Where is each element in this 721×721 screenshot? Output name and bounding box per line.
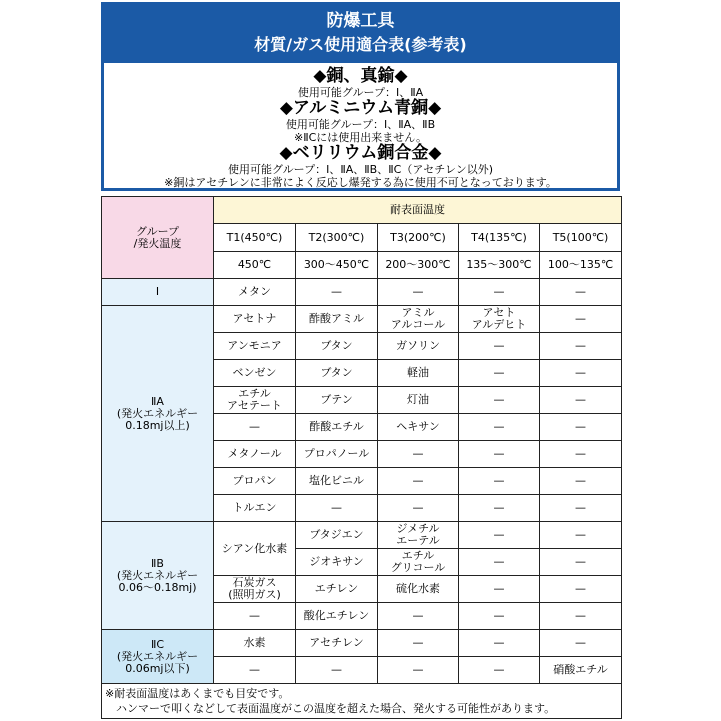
gas-cell: 硫化水素	[378, 576, 459, 603]
group-header: グループ /発火温度	[102, 197, 214, 279]
gas-cell: —	[459, 360, 540, 387]
gas-cell: —	[540, 387, 622, 414]
gas-cell: —	[459, 333, 540, 360]
group-cell: ⅡC (発火エネルギー 0.06mj以下)	[102, 630, 214, 684]
gas-cell: エチル グリコール	[378, 549, 459, 576]
temp-range-header: 100～135℃	[540, 252, 622, 279]
title-banner	[104, 5, 617, 63]
group-cell: Ⅰ	[102, 279, 214, 306]
temp-range-header: 135～300℃	[459, 252, 540, 279]
temp-class-header: T5(100℃)	[540, 224, 622, 252]
gas-cell: プロパン	[214, 468, 296, 495]
material-name: ◆ベリリウム銅合金◆	[279, 143, 442, 163]
gas-cell: ベンゼン	[214, 360, 296, 387]
gas-cell: —	[540, 522, 622, 549]
gas-cell: —	[459, 495, 540, 522]
gas-cell: —	[214, 657, 296, 684]
gas-cell: メタン	[214, 279, 296, 306]
gas-cell: —	[459, 576, 540, 603]
gas-cell: ブテン	[296, 387, 378, 414]
gas-cell: ブタン	[296, 333, 378, 360]
temp-class-header: T4(135℃)	[459, 224, 540, 252]
gas-cell: —	[540, 576, 622, 603]
material-panel	[101, 2, 620, 191]
material-usage-line: 使用可能グループ：Ⅰ、ⅡA、ⅡB、ⅡC（アセチレン以外)	[227, 163, 494, 176]
temp-class-header: T3(200℃)	[378, 224, 459, 252]
page-title: 防爆工具	[326, 11, 395, 31]
gas-cell: —	[540, 306, 622, 333]
temp-range-header: 450℃	[214, 252, 296, 279]
gas-cell: —	[459, 522, 540, 549]
gas-cell: —	[459, 414, 540, 441]
group-cell: ⅡB (発火エネルギー 0.06～0.18mj)	[102, 522, 214, 630]
gas-cell: —	[378, 603, 459, 630]
material-usage-line: 使用可能グループ：Ⅰ、ⅡA	[297, 86, 424, 99]
gas-cell: メタノール	[214, 441, 296, 468]
gas-cell: —	[378, 279, 459, 306]
gas-cell: —	[459, 387, 540, 414]
material-usage-line: ※ⅡCには使用出来ません。	[294, 131, 427, 144]
table-note: ※耐表面温度はあくまでも目安です。 ハンマーで叩くなどして表面温度がこの温度を超えた場合、発火する可能性があります。	[102, 684, 622, 719]
gas-cell: —	[540, 414, 622, 441]
gas-cell: ブタジエン	[296, 522, 378, 549]
table-row	[102, 306, 622, 333]
gas-cell: 硝酸エチル	[540, 657, 622, 684]
temp-header: 耐表面温度	[214, 197, 622, 224]
gas-cell: —	[540, 468, 622, 495]
temp-range-header: 300～450℃	[296, 252, 378, 279]
gas-cell: —	[214, 603, 296, 630]
gas-cell: —	[214, 414, 296, 441]
gas-cell: ヘキサン	[378, 414, 459, 441]
gas-cell: —	[378, 495, 459, 522]
gas-cell: ガソリン	[378, 333, 459, 360]
material-name: ◆アルミニウム青銅◆	[279, 98, 442, 118]
gas-cell: —	[540, 549, 622, 576]
gas-cell: ブタン	[296, 360, 378, 387]
material-name: ◆銅、真鍮◆	[313, 66, 408, 86]
gas-cell: 塩化ビニル	[296, 468, 378, 495]
gas-cell: —	[540, 279, 622, 306]
gas-cell: ジオキサン	[296, 549, 378, 576]
gas-cell: エチル アセテート	[214, 387, 296, 414]
gas-cell: —	[540, 630, 622, 657]
gas-cell: プロパノール	[296, 441, 378, 468]
gas-cell: アセチレン	[296, 630, 378, 657]
gas-cell: —	[459, 630, 540, 657]
gas-cell: —	[459, 657, 540, 684]
gas-cell: 石炭ガス (照明ガス)	[214, 576, 296, 603]
gas-compatibility-table	[101, 196, 622, 719]
gas-cell: —	[540, 495, 622, 522]
gas-cell: アミル アルコール	[378, 306, 459, 333]
gas-cell: エチレン	[296, 576, 378, 603]
gas-cell: —	[459, 279, 540, 306]
gas-cell: 灯油	[378, 387, 459, 414]
table-row	[102, 279, 622, 306]
table-row	[102, 630, 622, 657]
table-row	[102, 522, 622, 549]
gas-cell: トルエン	[214, 495, 296, 522]
temp-range-header: 200～300℃	[378, 252, 459, 279]
gas-cell: 酢酸アミル	[296, 306, 378, 333]
gas-cell: —	[378, 441, 459, 468]
gas-cell: —	[459, 441, 540, 468]
gas-cell: 酸化エチレン	[296, 603, 378, 630]
temp-class-header: T2(300℃)	[296, 224, 378, 252]
gas-cell: シアン化水素	[214, 522, 296, 576]
material-usage-line: 使用可能グループ：Ⅰ、ⅡA、ⅡB	[285, 118, 436, 131]
gas-cell: 酢酸エチル	[296, 414, 378, 441]
gas-cell: —	[296, 279, 378, 306]
gas-cell: アセトナ	[214, 306, 296, 333]
material-list	[104, 63, 617, 189]
gas-cell: —	[540, 360, 622, 387]
gas-cell: アンモニア	[214, 333, 296, 360]
gas-cell: —	[540, 441, 622, 468]
gas-cell: —	[378, 630, 459, 657]
gas-cell: —	[459, 468, 540, 495]
gas-cell: —	[296, 495, 378, 522]
gas-cell: —	[459, 603, 540, 630]
gas-cell: —	[378, 468, 459, 495]
page-subtitle: 材質/ガス使用適合表(参考表)	[254, 35, 467, 54]
temp-class-header: T1(450℃)	[214, 224, 296, 252]
gas-cell: 水素	[214, 630, 296, 657]
gas-cell: —	[540, 603, 622, 630]
material-usage-line: ※銅はアセチレンに非常によく反応し爆発する為に使用不可となっております。	[164, 176, 557, 189]
gas-cell: ジメチル エーテル	[378, 522, 459, 549]
gas-cell: アセト アルデヒト	[459, 306, 540, 333]
gas-cell: —	[378, 657, 459, 684]
gas-cell: —	[296, 657, 378, 684]
gas-cell: —	[540, 333, 622, 360]
group-cell: ⅡA (発火エネルギー 0.18mj以上)	[102, 306, 214, 522]
gas-cell: —	[459, 549, 540, 576]
gas-cell: 軽油	[378, 360, 459, 387]
